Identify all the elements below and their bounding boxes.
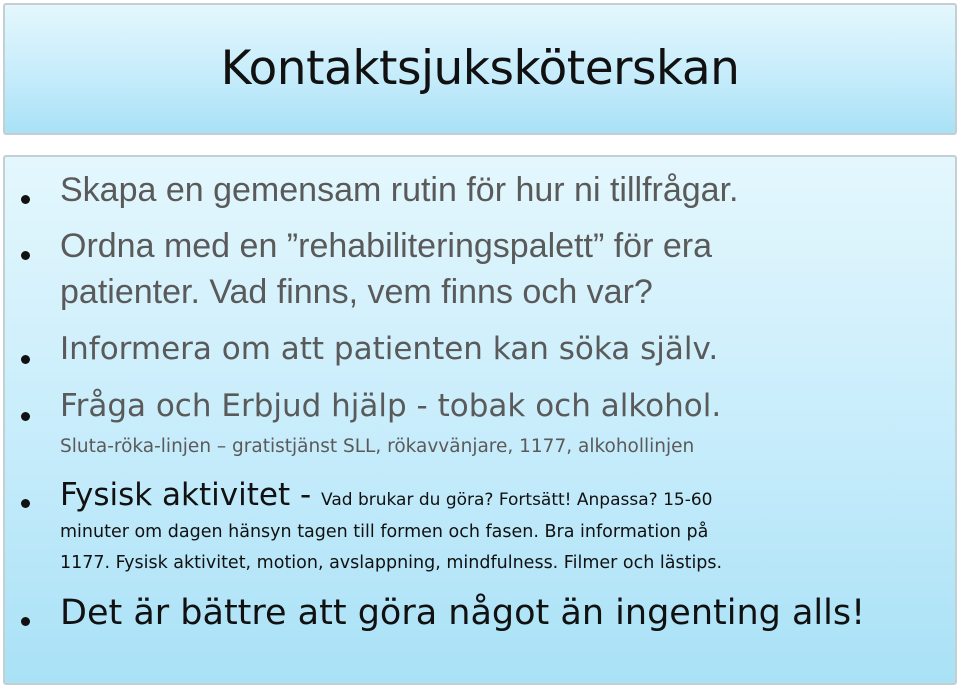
bullet-dot — [21, 412, 30, 421]
bullet-text: Det är bättre att göra något än ingenting alls! — [60, 593, 866, 633]
bullet-subtext: Sluta-röka-linjen – gratistjänst SLL, rökavvänjare, 1177, alkohollinjen — [60, 436, 695, 457]
bullet-text: Informera om att patienten kan söka själv. — [60, 331, 719, 367]
bullet-detail: Vad brukar du göra? Fortsätt! Anpassa? 15-60 — [321, 490, 713, 510]
bullet-text-line-2: patienter. Vad finns, vem finns och var? — [60, 273, 653, 311]
bullet-dot — [21, 617, 30, 626]
bullet-heading: Fysisk aktivitet - — [60, 477, 322, 513]
bullet-dot — [21, 355, 30, 364]
bullet-dot — [21, 195, 30, 204]
bullet-text-line-2: minuter om dagen hänsyn tagen till formen och fasen. Bra information på — [60, 522, 709, 542]
title-box — [3, 3, 957, 135]
bullet-text: Skapa en gemensam rutin för hur ni tillfrågar. — [60, 171, 739, 209]
bullet-dot — [21, 251, 30, 260]
bullet-text-line-3: 1177. Fysisk aktivitet, motion, avslappning, mindfulness. Filmer och lästips. — [60, 553, 723, 573]
slide-title: Kontaktsjuksköterskan — [220, 41, 740, 96]
bullet-text-line-1: Ordna med en ”rehabiliteringspalett” för era — [60, 227, 712, 265]
bullet-text-line-1 — [60, 477, 712, 513]
bullet-dot — [21, 499, 30, 508]
bullet-text: Fråga och Erbjud hjälp - tobak och alkohol. — [60, 388, 722, 424]
content-box — [3, 155, 957, 685]
